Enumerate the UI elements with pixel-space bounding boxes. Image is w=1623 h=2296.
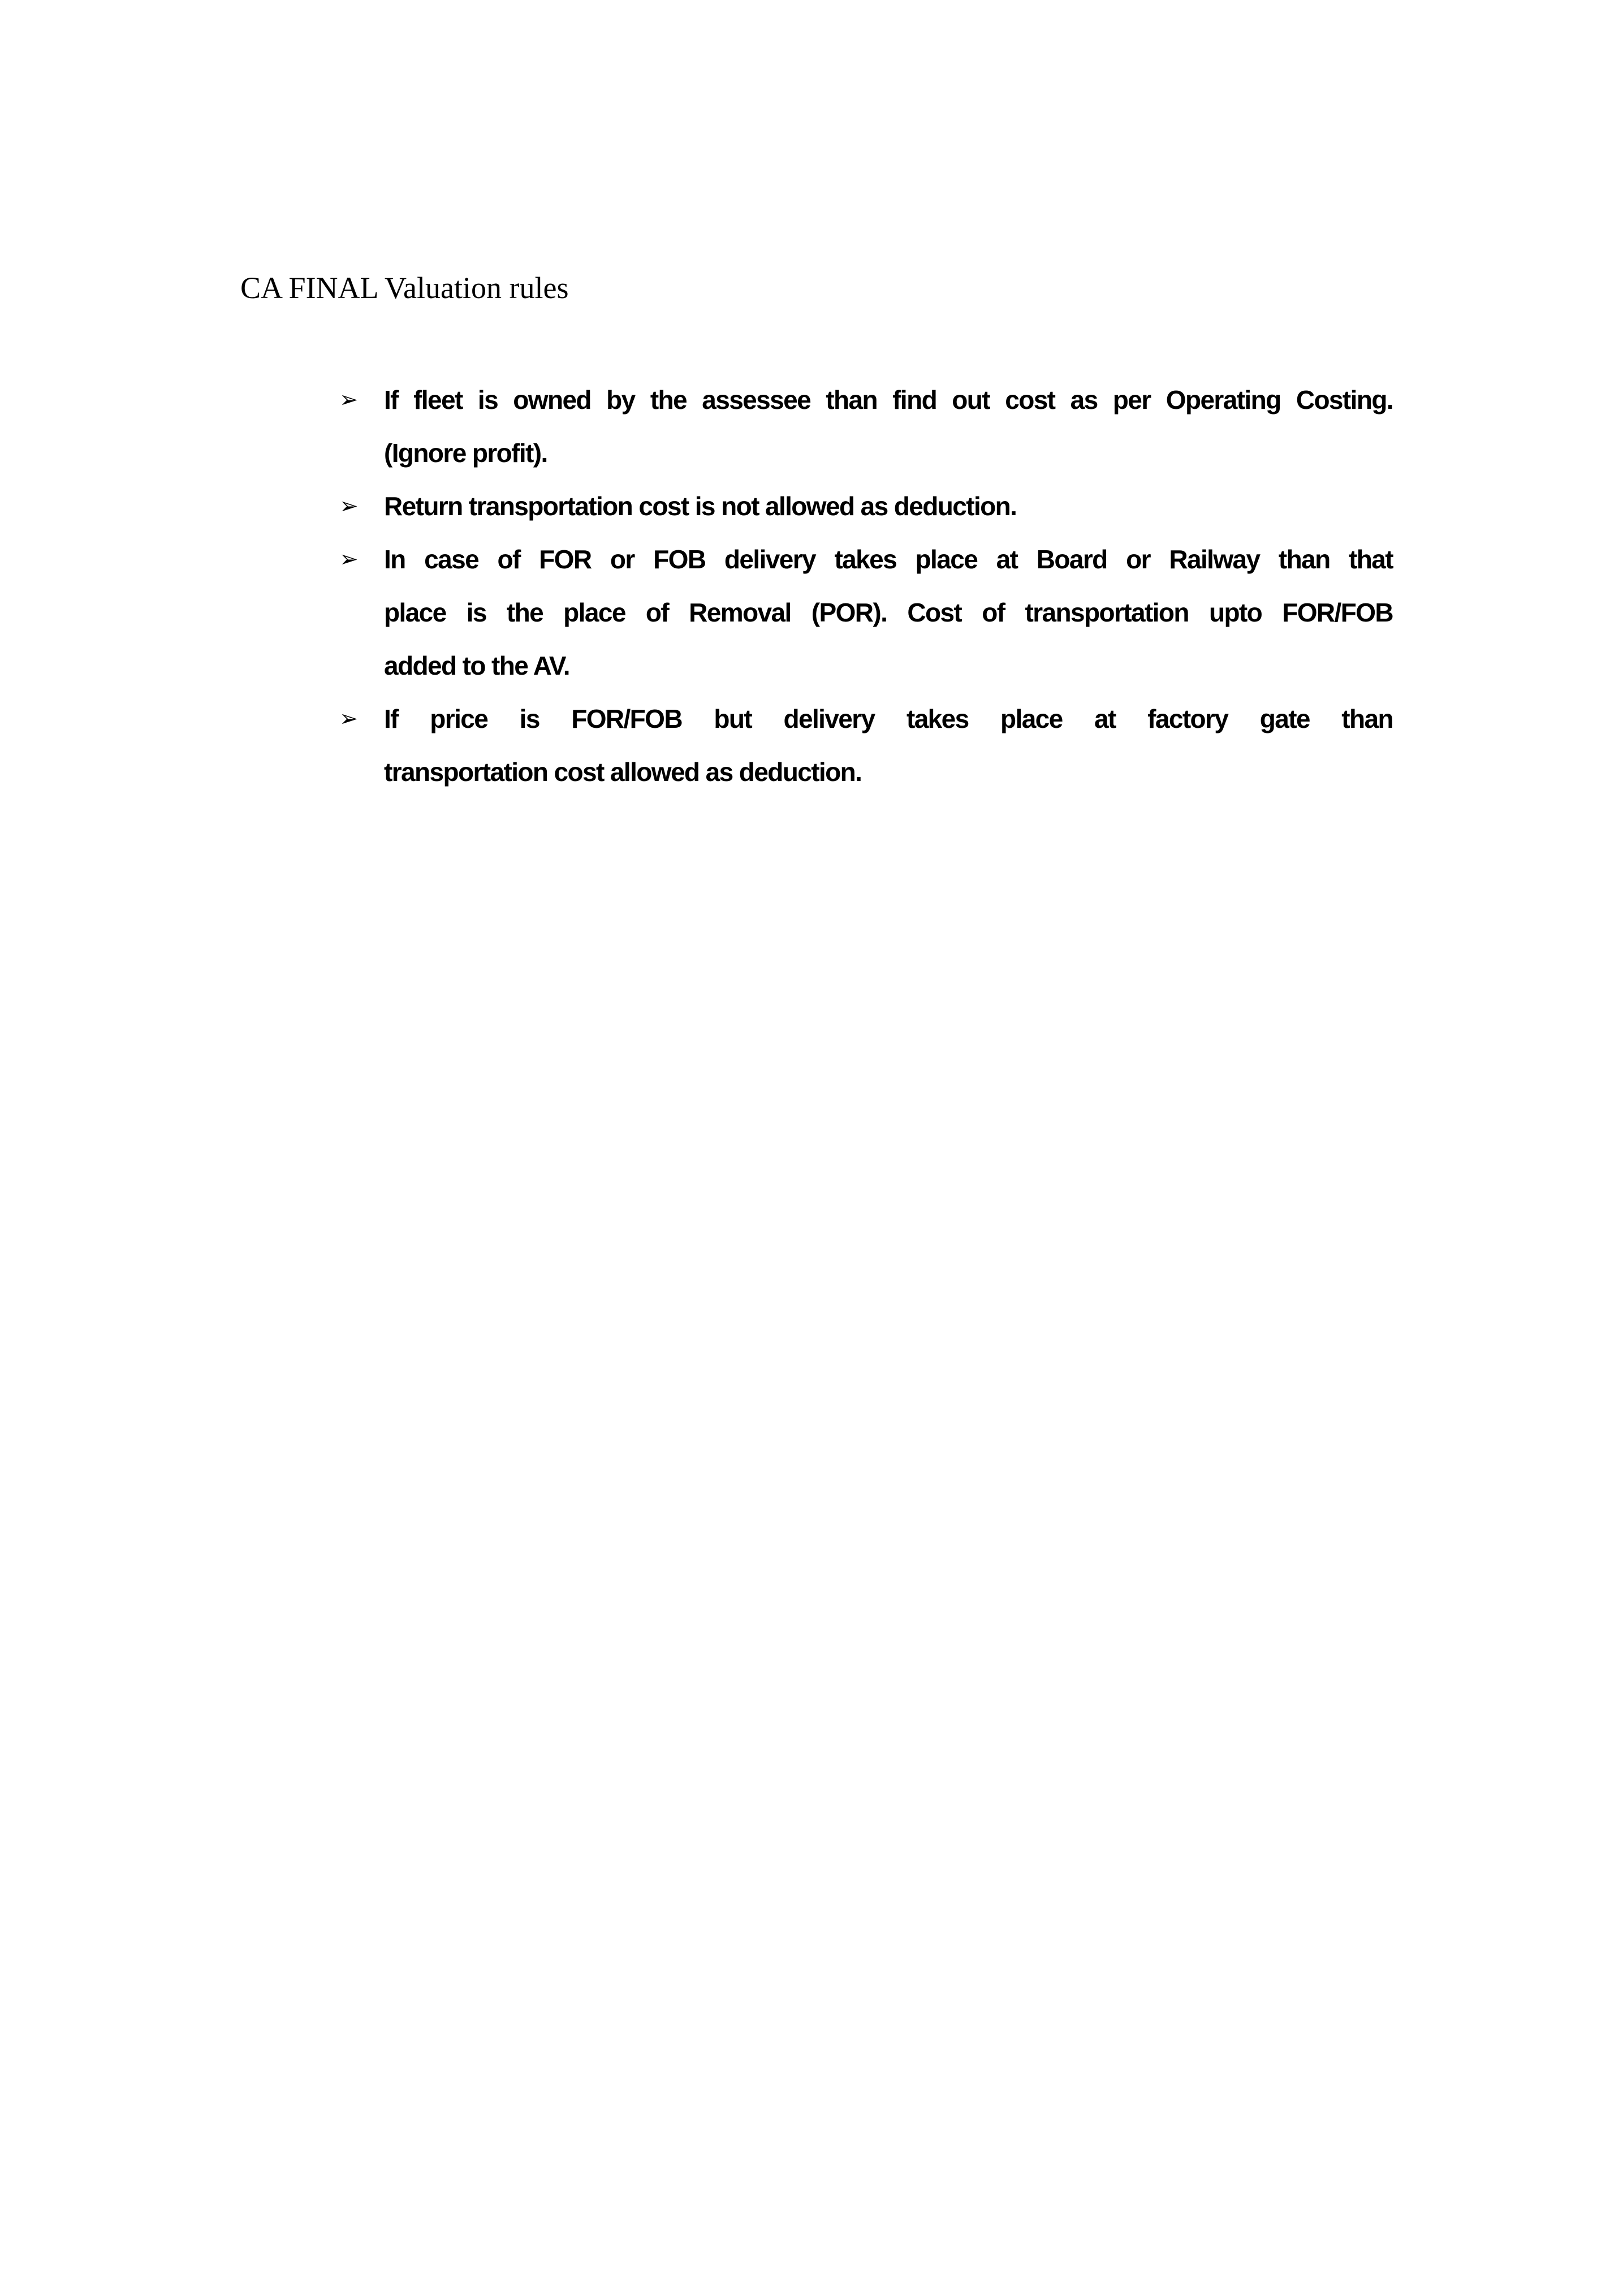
arrowhead-bullet-icon: ➢ — [339, 706, 359, 732]
list-item — [339, 692, 1393, 799]
list-item — [339, 373, 1393, 480]
arrowhead-bullet-icon: ➢ — [339, 493, 359, 519]
rules-list — [339, 373, 1393, 799]
arrowhead-bullet-icon: ➢ — [339, 546, 359, 572]
list-item-text: transportation cost allowed as deduction. — [384, 757, 862, 787]
list-item-text: (Ignore profit). — [384, 438, 547, 468]
list-item-text: place is the place of Removal (POR). Cost of transportation upto FOR/FOB — [384, 598, 1393, 627]
list-item-text: If fleet is owned by the assessee than find out cost as per Operating Costing. — [384, 385, 1393, 415]
list-item-text: Return transportation cost is not allowed as deduction. — [384, 491, 1017, 521]
document-title: CA FINAL Valuation rules — [240, 271, 569, 305]
list-item — [339, 480, 1393, 533]
list-item-text: added to the AV. — [384, 651, 569, 680]
list-item-text: In case of FOR or FOB delivery takes place at Board or Railway than that — [384, 545, 1393, 574]
list-item — [339, 533, 1393, 692]
list-item-text: If price is FOR/FOB but delivery takes place at factory gate than — [384, 704, 1393, 733]
arrowhead-bullet-icon: ➢ — [339, 387, 359, 413]
